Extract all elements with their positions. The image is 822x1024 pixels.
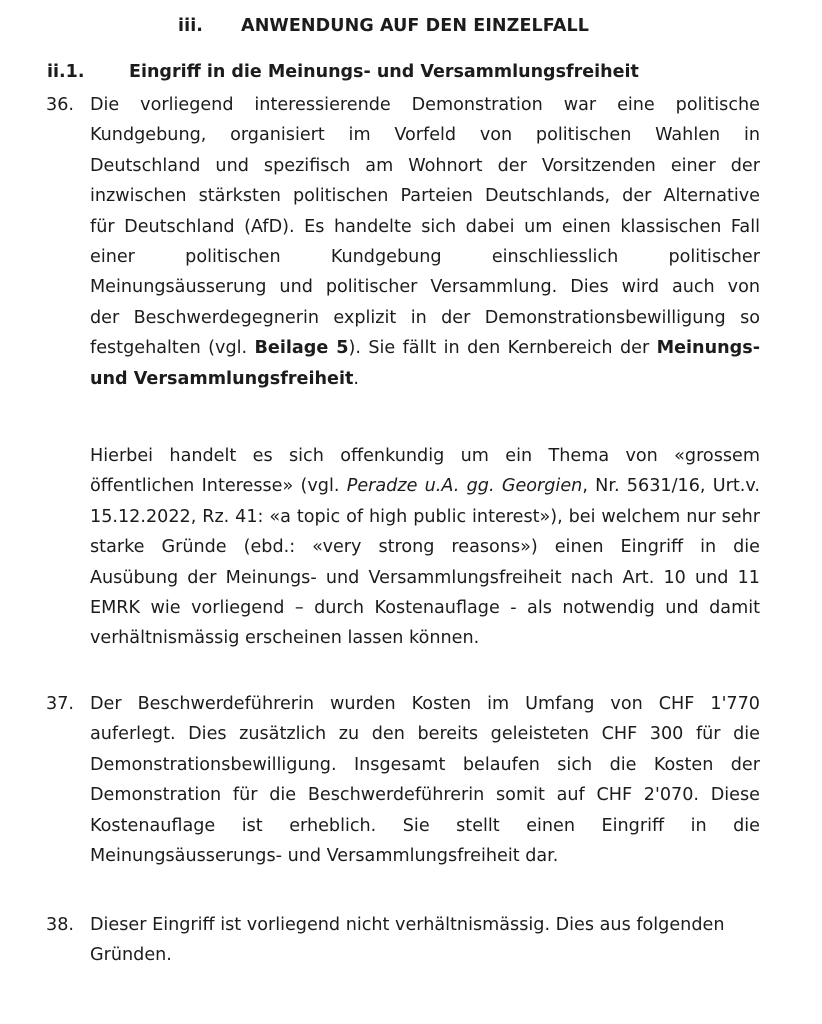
paragraph-38 (46, 910, 760, 971)
paragraph-line: Demonstrationsbewilligung. Insgesamt belaufen sich die Kosten der (90, 754, 760, 775)
paragraph-line: 15.12.2022, Rz. 41: «a topic of high public interest»), bei welchem nur sehr (90, 506, 760, 527)
paragraph-line: Ausübung der Meinungs- und Versammlungsfreiheit nach Art. 10 und 11 (90, 567, 760, 588)
paragraph-line: Demonstration für die Beschwerdeführerin somit auf CHF 2'070. Diese (90, 785, 760, 806)
paragraph-line: für Deutschland (AfD). Es handelte sich dabei um einen klassischen Fall (90, 216, 760, 237)
subsection-number: ii.1. (47, 62, 85, 82)
paragraph-line: inzwischen stärksten politischen Parteien Deutschlands, der Alternative (90, 186, 760, 207)
paragraph-line: Hierbei handelt es sich offenkundig um ein Thema von «grossem (90, 446, 760, 466)
paragraph-37 (46, 689, 760, 871)
paragraph-body (90, 689, 760, 871)
emphasis-text: und Versammlungsfreiheit (90, 368, 354, 389)
paragraph-body (90, 90, 760, 394)
paragraph-line: Meinungsäusserung und politischer Versammlung. Dies wird auch von (90, 277, 760, 298)
paragraph-line: Deutschland und spezifisch am Wohnort der Vorsitzenden einer der (90, 155, 760, 176)
paragraph-line (90, 364, 760, 394)
paragraph-line: starke Gründe (ebd.: «very strong reasons») einen Eingriff in die (90, 537, 760, 558)
paragraph-36-continuation (90, 441, 760, 654)
section-heading (178, 16, 589, 36)
case-citation: Peradze u.A. gg. Georgien (346, 476, 583, 497)
paragraph-line: auferlegt. Dies zusätzlich zu den bereits geleisteten CHF 300 für die (90, 724, 760, 745)
paragraph-line: Gründen. (90, 945, 172, 966)
paragraph-body (90, 910, 760, 971)
text-run: , Nr. 5631/16, Urt.v. (582, 476, 760, 497)
paragraph-line: Kundgebung, organisiert im Vorfeld von politischen Wahlen in (90, 125, 760, 146)
paragraph-line (90, 333, 760, 363)
paragraph-number: 36. (46, 95, 74, 115)
paragraph-line: Dieser Eingriff ist vorliegend nicht verhältnismässig. Dies aus folgenden (90, 915, 725, 935)
text-run: öffentlichen Interesse» (vgl. (90, 476, 347, 497)
subsection-title: Eingriff in die Meinungs- und Versammlungsfreiheit (129, 62, 639, 82)
paragraph-line: Die vorliegend interessierende Demonstration war eine politische (90, 95, 760, 115)
paragraph-number: 37. (46, 694, 74, 714)
emphasis-text: Meinungs- (656, 338, 760, 359)
section-number: iii. (178, 16, 204, 36)
paragraph-line: Der Beschwerdeführerin wurden Kosten im Umfang von CHF 1'770 (90, 694, 760, 714)
paragraph-number: 38. (46, 915, 74, 935)
paragraph-line: der Beschwerdegegnerin explizit in der Demonstrationsbewilligung so (90, 307, 760, 328)
paragraph-line: Kostenauflage ist erheblich. Sie stellt einen Eingriff in die (90, 815, 760, 836)
text-run: ). Sie fällt in den Kernbereich der (348, 338, 657, 359)
paragraph-line: einer politischen Kundgebung einschliesslich politischer (90, 246, 760, 267)
text-run: . (353, 368, 359, 389)
paragraph-line: EMRK wie vorliegend – durch Kostenauflage - als notwendig und damit (90, 597, 760, 618)
paragraph-36 (46, 90, 760, 394)
paragraph-line (90, 471, 760, 501)
exhibit-reference: Beilage 5 (254, 338, 349, 359)
subsection-heading (47, 62, 639, 82)
section-title: ANWENDUNG AUF DEN EINZELFALL (241, 16, 589, 36)
paragraph-line: Meinungsäusserungs- und Versammlungsfreiheit dar. (90, 845, 559, 866)
paragraph-line: verhältnismässig erscheinen lassen können. (90, 628, 480, 649)
text-run: festgehalten (vgl. (90, 338, 255, 359)
